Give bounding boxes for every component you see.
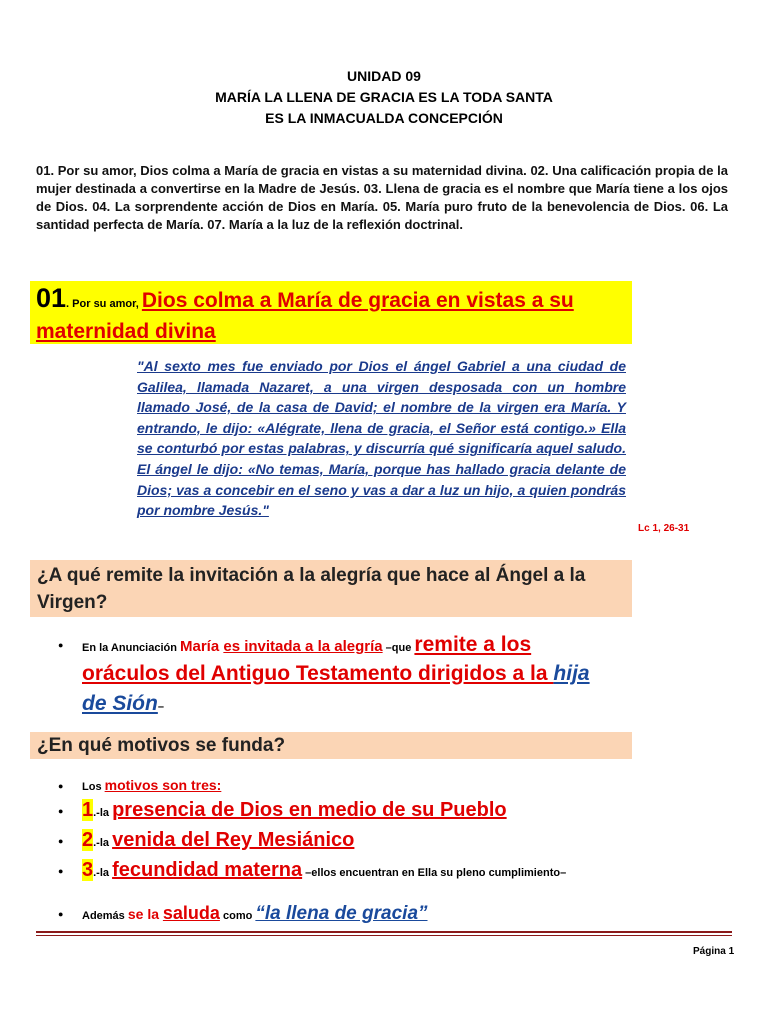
ademas-llena: “la llena de gracia”: [255, 903, 428, 924]
footer-rule-thick: [36, 931, 732, 933]
footer-rule-thin: [36, 935, 732, 936]
bullet-1-maria: María: [180, 638, 224, 655]
section-number: 01: [36, 283, 67, 313]
page-number: Página 1: [693, 946, 735, 957]
motivo-3-text: fecundidad materna: [112, 859, 303, 881]
unit-header: [0, 66, 768, 129]
ademas-saluda: saluda: [162, 903, 220, 923]
bullet-1-dash: –: [157, 701, 164, 713]
ademas-intro: Además: [82, 910, 128, 922]
unit-title: UNIDAD 09: [347, 68, 421, 84]
bullet-1-que: –que: [382, 642, 415, 654]
motivo-1-sep: .-la: [93, 807, 113, 819]
bullet-1-oracles: oráculos del Antiguo Testamento dirigidos a la: [82, 662, 554, 685]
quote-reference: Lc 1, 26-31: [638, 523, 690, 534]
ademas-como: como: [219, 910, 256, 922]
motivo-3-sep: .-la: [93, 867, 113, 879]
motivo-3-tail: –ellos encuentran en Ella su pleno cumplimiento–: [302, 867, 567, 879]
bullet-1-hija: hija: [553, 662, 590, 685]
motivo-2: [82, 825, 354, 858]
motivo-2-number: 2: [82, 829, 94, 851]
motivo-3: [82, 855, 566, 888]
bullet-1-refers: remite a los: [414, 633, 532, 656]
motivo-1: [82, 795, 507, 828]
section-lead: Por su amor,: [72, 298, 142, 310]
motivos-los: Los: [82, 781, 105, 793]
bullet-1-sion: de Sión: [82, 692, 158, 715]
motivos-intro: [82, 775, 221, 797]
motivo-3-number: 3: [82, 859, 94, 881]
motivo-1-text: presencia de Dios en medio de su Pueblo: [112, 799, 507, 821]
bullet-1-line-2: [82, 659, 590, 691]
motivos-count: motivos son tres:: [104, 777, 222, 793]
motivo-1-number: 1: [82, 799, 94, 821]
bible-quote: "Al sexto mes fue enviado por Dios el ángel Gabriel a una ciudad de Galilea, llamada Nazaret, a una virgen desposada con un hombre llamado José, de la casa de David; el nombre de la virgen era María. Y entrando, le dijo: «Alégrate, llena de gracia, el Señor está contigo.» Ella se conturbó por estas palabras, y discurría qué significaría aquel saludo. El ángel le dijo: «No temas, María, porque has hallado gracia delante de Dios; vas a concebir en el seno y vas a dar a luz un hijo, a quien pondrás por nombre Jesús.": [137, 358, 626, 519]
unit-subtitle-1: MARÍA LA LLENA DE GRACIA ES LA TODA SANTA: [215, 89, 553, 105]
bullet-dot-icon: ●: [58, 909, 64, 919]
section-title: [36, 284, 628, 346]
question-1-line-1: ¿A qué remite la invitación a la alegría que hace al Ángel a la: [37, 565, 586, 586]
bullet-dot-icon: ●: [58, 806, 64, 816]
section-sep: .: [66, 298, 73, 310]
bullet-dot-icon: ●: [58, 781, 64, 791]
question-2: ¿En qué motivos se funda?: [37, 735, 286, 756]
motivo-2-sep: .-la: [93, 837, 113, 849]
motivo-2-text: venida del Rey Mesiánico: [112, 829, 355, 851]
section-heading: Dios colma a María de gracia en vistas a su maternidad divina: [36, 289, 574, 343]
unit-summary: 01. Por su amor, Dios colma a María de gracia en vistas a su maternidad divina. 02. Una calificación propia de la mujer destinada a convertirse en la Madre de Jesús. 03. Llena de gracia es el nombre que María tiene a los ojos de Dios. 04. La sorprendente acción de Dios en María. 05. María puro fruto de la benevolencia de Dios. 06. La santidad perfecta de María. 07. María a la luz de la reflexión doctrinal.: [36, 163, 728, 232]
bullet-dot-icon: ●: [58, 836, 64, 846]
unit-subtitle-2: ES LA INMACUALDA CONCEPCIÓN: [265, 110, 503, 126]
bullet-1-invited: es invitada a la alegría: [223, 638, 383, 655]
bullet-dot-icon: ●: [58, 640, 64, 650]
bullet-dot-icon: ●: [58, 866, 64, 876]
question-1-line-2: Virgen?: [37, 592, 108, 613]
ademas-line: [82, 899, 428, 930]
ademas-se-la: se la: [127, 906, 163, 922]
bullet-1-line-3: [82, 689, 164, 722]
bullet-1-text: En la Anunciación: [82, 642, 180, 654]
